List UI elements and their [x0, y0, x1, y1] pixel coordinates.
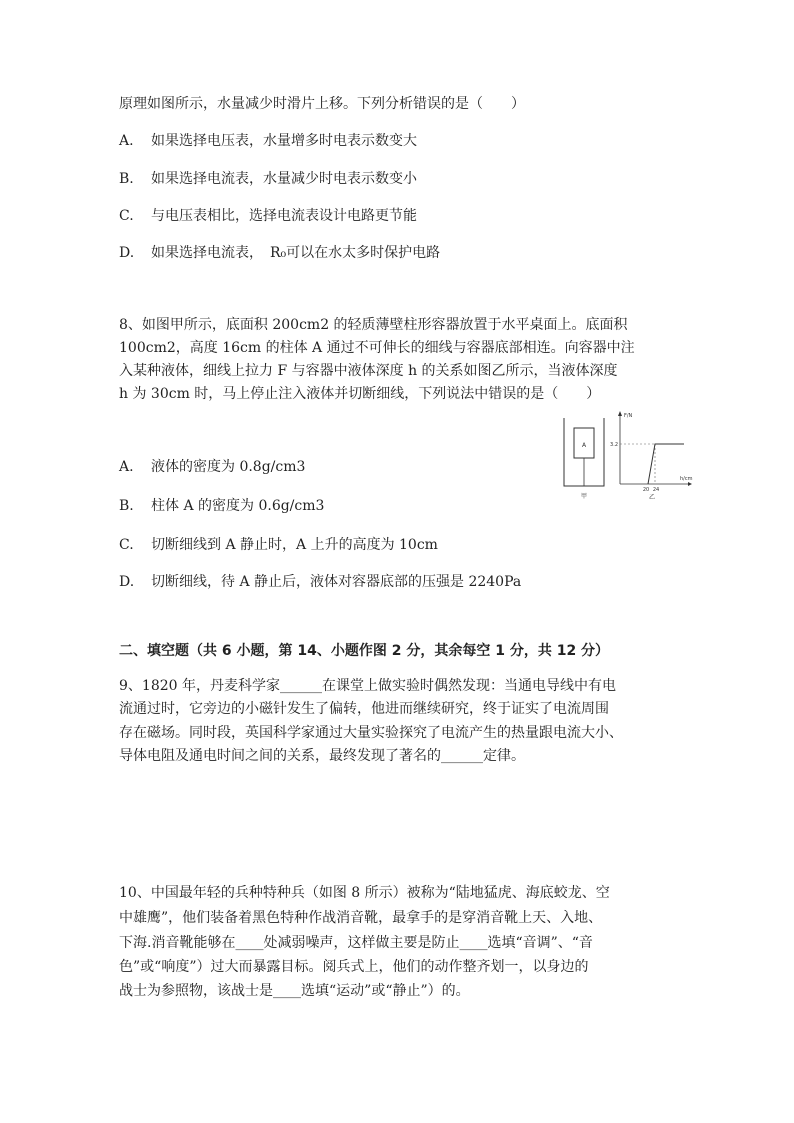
option-text: 切断细线到 A 静止时，A 上升的高度为 10cm	[151, 537, 438, 553]
yi-label: 乙	[648, 494, 656, 501]
q8-option-a	[119, 458, 305, 476]
y-tick-label: 3.2	[610, 442, 618, 448]
option-letter: B.	[119, 171, 134, 187]
q7-option-d	[119, 244, 440, 262]
option-letter: C.	[119, 208, 134, 224]
y-axis-label: F/N	[624, 413, 633, 419]
container-diagram	[564, 418, 604, 500]
option-letter: C.	[119, 537, 134, 553]
jia-label: 甲	[580, 493, 588, 500]
option-letter: A.	[119, 133, 134, 149]
option-letter: D.	[119, 574, 135, 590]
q8-line-1: 8、如图甲所示，底面积 200cm2 的轻质薄壁柱形容器放置于水平桌面上。底面积	[119, 317, 628, 333]
option-letter: B.	[119, 498, 134, 514]
graph-curve	[648, 444, 684, 484]
q8-line-3: 入某种液体，细线上拉力 F 与容器中液体深度 h 的关系如图乙所示，当液体深度	[119, 363, 618, 379]
option-text: 与电压表相比，选择电流表设计电路更节能	[151, 208, 417, 224]
q8-figure-svg	[560, 410, 700, 502]
option-text: 切断细线，待 A 静止后，液体对容器底部的压强是 2240Pa	[151, 574, 522, 590]
x-axis-arrow	[688, 482, 692, 486]
q7-option-a	[119, 132, 417, 150]
section-heading: 二、填空题（共 6 小题，第 14、小题作图 2 分，其余每空 1 分，共 12 分）	[119, 643, 610, 659]
q7-option-c	[119, 207, 417, 225]
q9-line-1: 9、1820 年，丹麦科学家______在课堂上做实验时偶然发现：当通电导线中有电	[119, 678, 616, 694]
option-text: 柱体 A 的密度为 0.6g/cm3	[151, 498, 325, 514]
q9-line-4: 导体电阻及通电时间之间的关系，最终发现了著名的______定律。	[119, 748, 525, 764]
q10-line-2: 中雄鹰”，他们装备着黑色特种作战消音靴，最拿手的是穿消音靴上天、入地、	[119, 910, 603, 926]
q9-line-3: 存在磁场。同时段，英国科学家通过大量实验探究了电流产生的热量跟电流大小、	[119, 725, 623, 741]
option-text: 如果选择电流表，水量减少时电表示数变小	[151, 171, 417, 187]
q10-line-5: 战士为参照物，该战士是____选填“运动”或“静止”）的。	[119, 983, 470, 999]
q8-figure	[560, 410, 700, 502]
q10-line-4: 色”或“响度”）过大而暴露目标。阅兵式上，他们的动作整齐划一，以身边的	[119, 959, 589, 975]
q10-line-1: 10、中国最年轻的兵种特种兵（如图 8 所示）被称为“陆地猛虎、海底蛟龙、空	[119, 885, 610, 901]
x-axis-label: h/cm	[680, 476, 693, 482]
q8-option-b	[119, 497, 324, 515]
x-tick-label-1: 20	[642, 487, 650, 493]
option-text: 如果选择电流表， R₀可以在水太多时保护电路	[151, 245, 441, 261]
option-text: 如果选择电压表，水量增多时电表示数变大	[151, 133, 417, 149]
option-text: 液体的密度为 0.8g/cm3	[151, 459, 306, 475]
q8-option-d	[119, 573, 521, 591]
force-depth-graph	[610, 411, 693, 501]
y-axis-arrow	[618, 411, 622, 416]
q7-intro: 原理如图所示，水量减少时滑片上移。下列分析错误的是（ ）	[119, 96, 525, 112]
q10-line-3: 下海.消音靴能够在____处减弱噪声，这样做主要是防止____选填“音调”、“音	[119, 935, 593, 951]
q9-line-2: 流通过时，它旁边的小磁针发生了偏转，他进而继续研究，终于证实了电流周围	[119, 701, 609, 717]
q8-line-4: h 为 30cm 时，马上停止注入液体并切断细线，下列说法中错误的是（ ）	[119, 386, 601, 402]
q7-option-b	[119, 170, 417, 188]
block-label: A	[581, 442, 587, 449]
x-tick-label-2: 24	[652, 487, 660, 493]
option-letter: A.	[119, 459, 134, 475]
q8-line-2: 100cm2，高度 16cm 的柱体 A 通过不可伸长的细线与容器底部相连。向容器中注	[119, 340, 635, 356]
option-letter: D.	[119, 245, 135, 261]
q8-option-c	[119, 536, 438, 554]
